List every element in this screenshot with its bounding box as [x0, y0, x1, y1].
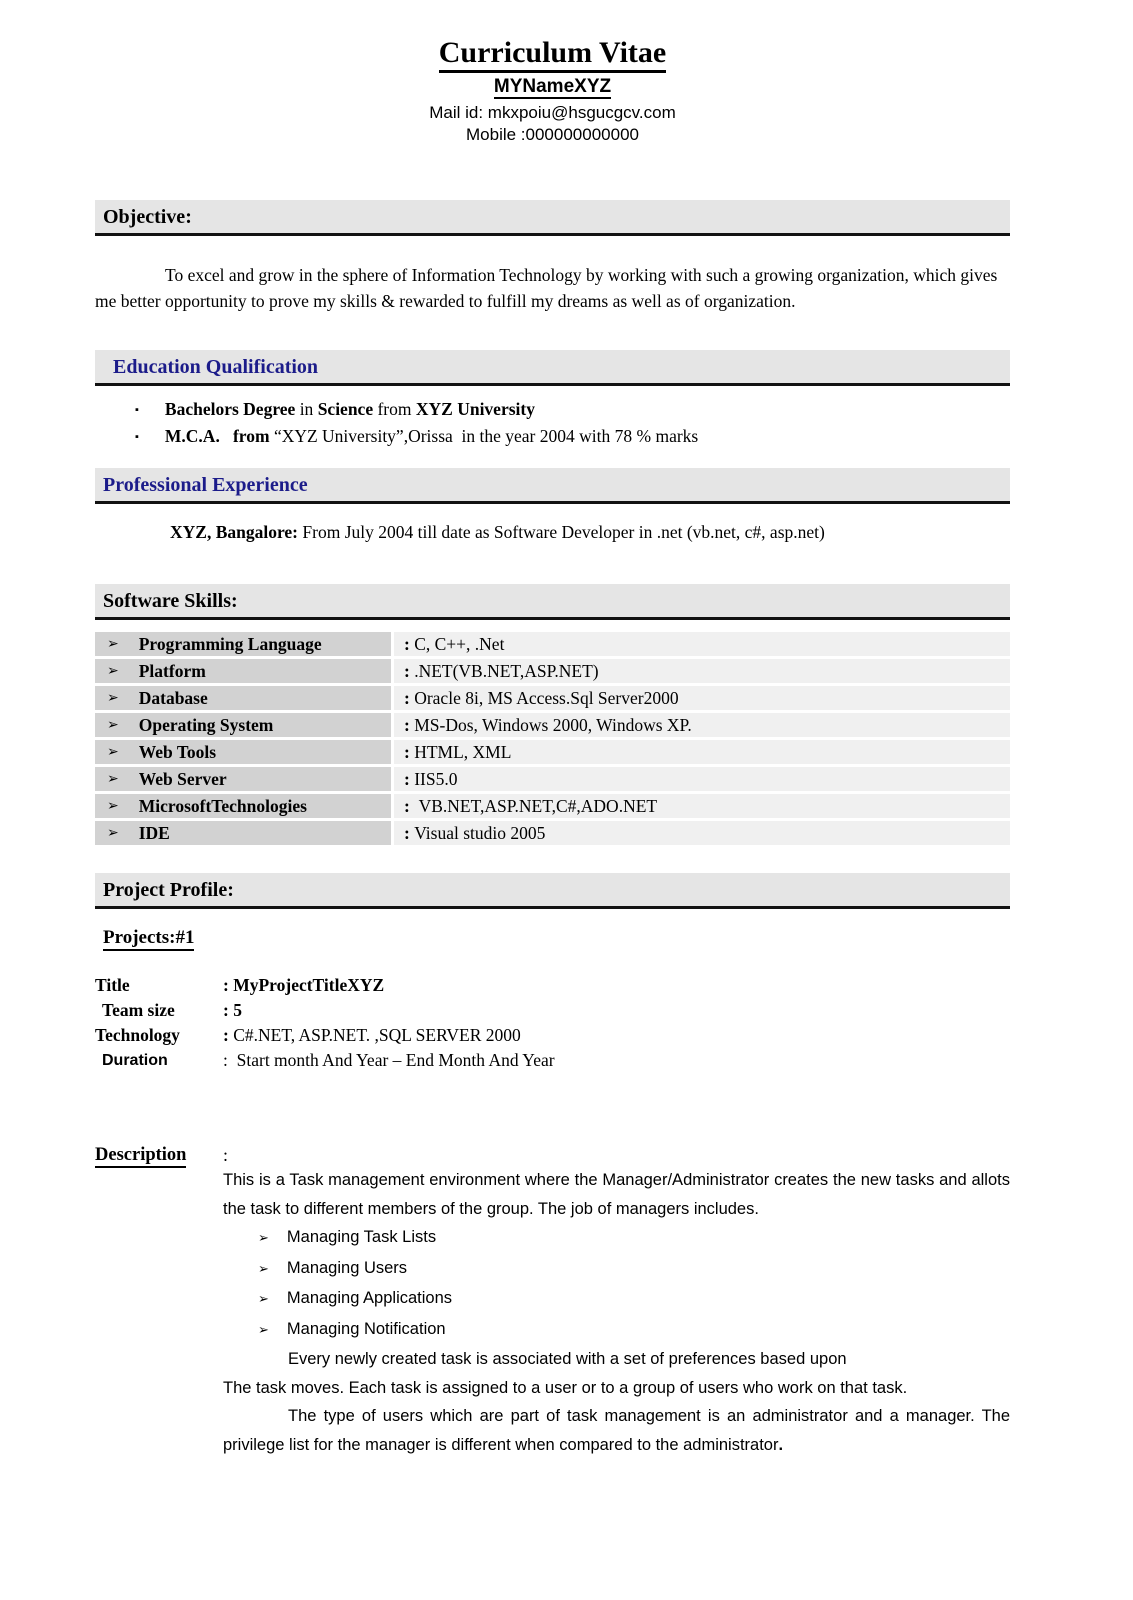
education-subject: Science — [317, 399, 374, 419]
project-fields — [95, 973, 1010, 1073]
skill-label-cell — [95, 821, 391, 845]
project-field-label: Duration — [102, 1052, 168, 1069]
description-bullet-item — [223, 1223, 1010, 1254]
project-field-team-size — [95, 998, 1010, 1023]
colon: : — [404, 634, 410, 654]
skill-label: Web Server — [138, 768, 227, 789]
skill-value-cell — [394, 686, 1010, 710]
arrow-bullet-icon: ➢ — [107, 798, 119, 814]
section-heading-education: Education Qualification — [95, 350, 1010, 386]
square-bullet-icon: ▪ — [135, 431, 139, 443]
colon: : — [404, 796, 410, 816]
skill-label-cell — [95, 794, 391, 818]
colon: : — [404, 769, 410, 789]
skill-row — [95, 713, 1010, 737]
colon: : — [223, 1000, 229, 1020]
description-body — [223, 1166, 1010, 1459]
bullet-text: Managing Notification — [286, 1319, 446, 1338]
description-section — [95, 1145, 1010, 1459]
skill-value: MS-Dos, Windows 2000, Windows XP. — [409, 715, 692, 735]
section-heading-project-profile: Project Profile: — [95, 873, 1010, 909]
candidate-name-wrap — [95, 76, 1010, 98]
skill-value-cell — [394, 794, 1010, 818]
skill-value: VB.NET,ASP.NET,C#,ADO.NET — [409, 796, 658, 816]
skill-value: IIS5.0 — [409, 769, 458, 789]
experience-company: XYZ, Bangalore: — [170, 522, 299, 542]
project-technology-value: C#.NET, ASP.NET. ,SQL SERVER 2000 — [228, 1025, 521, 1045]
colon: : — [404, 715, 410, 735]
skill-label: Web Tools — [138, 741, 217, 762]
description-bullet-item — [223, 1254, 1010, 1285]
arrow-bullet-icon: ➢ — [107, 771, 119, 787]
description-label-wrap — [95, 1145, 223, 1166]
skill-value: Oracle 8i, MS Access.Sql Server2000 — [409, 688, 679, 708]
colon: : — [404, 688, 410, 708]
project-field-label: Team size — [102, 1000, 175, 1020]
education-item — [95, 423, 1010, 450]
skill-label: Platform — [138, 660, 206, 681]
skill-value-cell — [394, 659, 1010, 683]
skill-label-cell — [95, 713, 391, 737]
section-heading-experience: Professional Experience — [95, 468, 1010, 504]
arrow-bullet-icon: ➢ — [107, 825, 119, 841]
skill-label: Database — [138, 687, 208, 708]
projects-subheading-wrap — [95, 927, 1010, 949]
skill-row — [95, 767, 1010, 791]
project-field-value — [223, 998, 242, 1023]
experience-line — [95, 520, 1010, 544]
project-field-technology — [95, 1023, 1010, 1048]
page-title-wrap — [95, 36, 1010, 73]
skill-value-cell — [394, 713, 1010, 737]
skill-label-cell — [95, 740, 391, 764]
bullet-text: Managing Applications — [286, 1289, 453, 1307]
arrow-bullet-icon: ➢ — [107, 636, 119, 652]
project-title-value: MyProjectTitleXYZ — [228, 975, 385, 995]
project-field-value — [223, 1023, 521, 1048]
skill-label-cell — [95, 767, 391, 791]
skill-row — [95, 686, 1010, 710]
education-list — [95, 396, 1010, 450]
skills-table — [95, 632, 1010, 845]
skill-value-cell — [394, 821, 1010, 845]
objective-text: To excel and grow in the sphere of Information Technology by working with such a growing organization, which gives me better opportunity to prove my skills & rewarded to fulfill my dreams as well as of organization. — [95, 265, 998, 311]
section-heading-objective: Objective: — [95, 200, 1010, 236]
bullet-text: Managing Users — [286, 1258, 408, 1277]
skill-value-cell — [394, 632, 1010, 656]
description-label: Description — [95, 1145, 186, 1168]
skill-value: C, C++, .Net — [409, 634, 505, 654]
cv-header — [95, 0, 1010, 146]
projects-subheading: Projects:#1 — [103, 927, 194, 951]
project-field-value — [223, 973, 384, 998]
mail-id: Mail id: mkxpoiu@hsgucgcv.com — [429, 103, 676, 122]
description-paragraph-2: Every newly created task is associated with a set of preferences based upon — [288, 1350, 847, 1368]
education-text: from — [373, 399, 416, 419]
description-paragraph-3: The task moves. Each task is assigned to a user or to a group of users who work on that task. — [223, 1378, 908, 1397]
section-heading-skills: Software Skills: — [95, 584, 1010, 620]
project-field-label: Technology — [95, 1025, 180, 1045]
education-text: “XYZ University”,Orissa in the year 2004 with 78 % marks — [273, 426, 699, 446]
project-duration-value: Start month And Year – End Month And Year — [227, 1050, 555, 1070]
arrow-bullet-icon: ➢ — [258, 1322, 269, 1338]
arrow-bullet-icon: ➢ — [258, 1292, 269, 1307]
colon: : — [223, 1025, 229, 1045]
skill-label-cell — [95, 659, 391, 683]
description-paragraph-4-period: . — [778, 1435, 784, 1454]
skill-row — [95, 821, 1010, 845]
cv-document — [95, 0, 1010, 1459]
colon: : — [223, 1145, 229, 1165]
candidate-name: MYNameXYZ — [493, 76, 612, 97]
skill-label: IDE — [138, 822, 170, 843]
description-paragraph-4 — [223, 1402, 1010, 1459]
mobile-number: Mobile :000000000000 — [466, 125, 639, 144]
skill-value: .NET(VB.NET,ASP.NET) — [409, 661, 599, 681]
description-bullet-item — [223, 1315, 1010, 1346]
skill-value: HTML, XML — [409, 742, 512, 762]
colon: : — [404, 823, 410, 843]
colon: : — [223, 1050, 228, 1070]
skill-label-cell — [95, 686, 391, 710]
description-paragraph-1: This is a Task management environment where the Manager/Administrator creates the new tasks and allots the task to different members of the group. The job of managers includes. — [223, 1171, 1010, 1218]
colon: : — [223, 975, 229, 995]
page-title: Curriculum Vitae — [439, 36, 666, 73]
description-heading-row — [95, 1145, 1010, 1166]
education-text: in — [295, 399, 318, 419]
skill-label: Operating System — [138, 714, 274, 735]
skill-row — [95, 659, 1010, 683]
description-paragraph-4-text: The type of users which are part of task management is an administrator and a manager. The privilege list for the manager is different when compared to the administrator — [223, 1407, 1010, 1454]
skill-value-cell — [394, 767, 1010, 791]
arrow-bullet-icon: ➢ — [258, 1231, 269, 1246]
arrow-bullet-icon: ➢ — [107, 690, 119, 706]
colon: : — [404, 742, 410, 762]
education-item — [95, 396, 1010, 423]
project-field-label: Title — [95, 975, 130, 995]
arrow-bullet-icon: ➢ — [258, 1261, 269, 1277]
project-field-title — [95, 973, 1010, 998]
project-teamsize-value: 5 — [228, 1000, 242, 1020]
bullet-text: Managing Task Lists — [286, 1228, 437, 1246]
education-degree: M.C.A. from — [164, 426, 274, 446]
skill-label: Programming Language — [138, 633, 322, 654]
description-bullet-item — [223, 1284, 1010, 1315]
skill-row — [95, 740, 1010, 764]
arrow-bullet-icon: ➢ — [107, 744, 119, 760]
colon: : — [404, 661, 410, 681]
experience-details: From July 2004 till date as Software Developer in .net (vb.net, c#, asp.net) — [298, 522, 825, 542]
project-field-duration — [95, 1048, 1010, 1073]
skill-label-cell — [95, 632, 391, 656]
skill-label: MicrosoftTechnologies — [138, 795, 307, 816]
arrow-bullet-icon: ➢ — [107, 717, 119, 733]
skill-row — [95, 794, 1010, 818]
education-degree: Bachelors Degree — [164, 399, 296, 419]
skill-row — [95, 632, 1010, 656]
arrow-bullet-icon: ➢ — [107, 663, 119, 679]
project-field-value — [223, 1048, 555, 1073]
description-bullet-list — [223, 1223, 1010, 1345]
skill-value-cell — [394, 740, 1010, 764]
square-bullet-icon: ▪ — [135, 404, 139, 416]
skill-value: Visual studio 2005 — [409, 823, 546, 843]
education-university: XYZ University — [415, 399, 535, 419]
